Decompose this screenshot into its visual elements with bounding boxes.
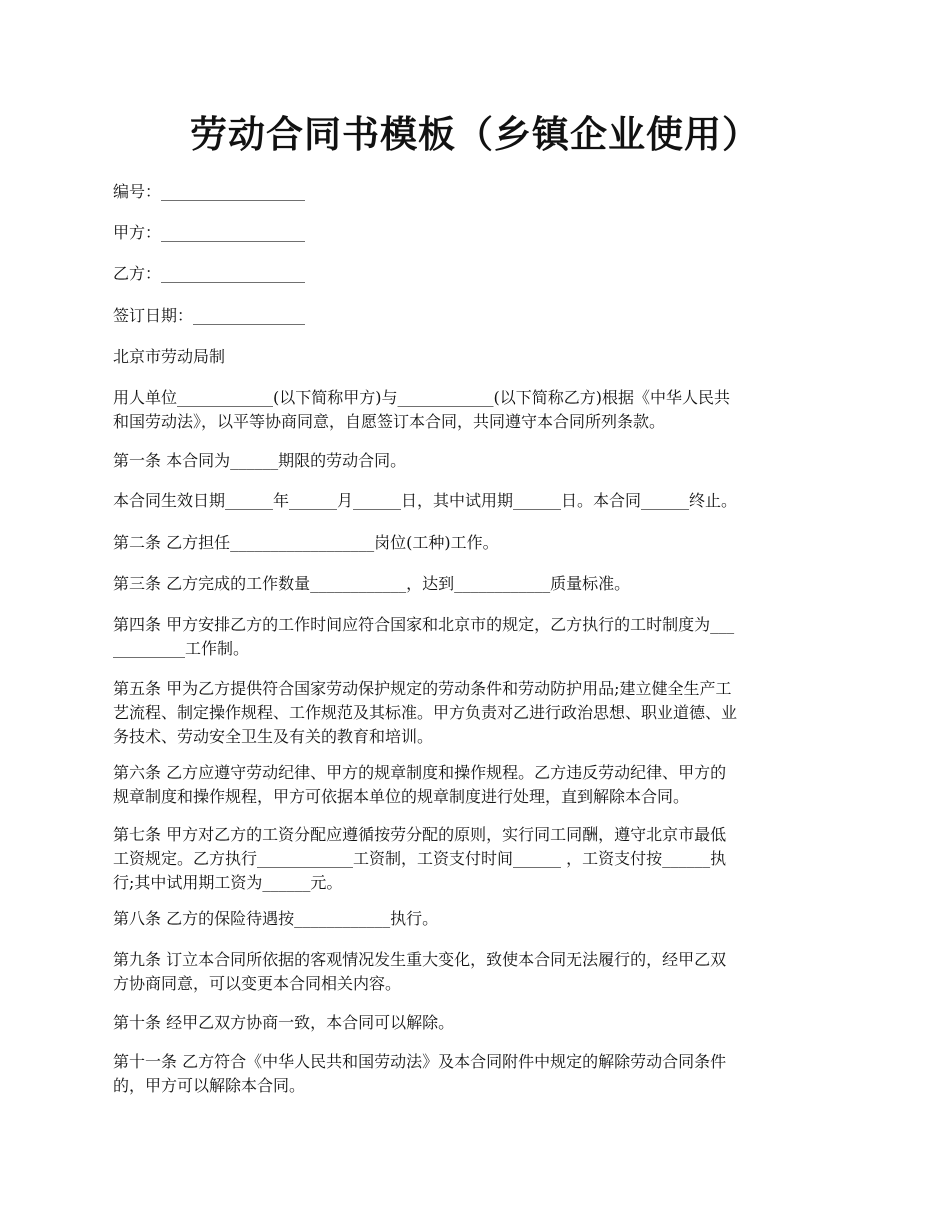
- article-line: 工资规定。乙方执行____________工资制，工资支付时间______ ，工资支付按______执: [113, 849, 727, 868]
- article-line: 第十一条 乙方符合《中华人民共和国劳动法》及本合同附件中规定的解除劳动合同条件: [113, 1052, 727, 1071]
- preamble-line: 用人单位____________(以下简称甲方)与____________(以下简称乙方)根据《中华人民共: [113, 388, 730, 407]
- article-line: 务技术、劳动安全卫生及有关的教育和培训。: [113, 727, 434, 746]
- issuer-text: 北京市劳动局制: [113, 347, 226, 366]
- article-8: [113, 907, 839, 931]
- article-line: 第八条 乙方的保险待遇按____________执行。: [113, 909, 439, 928]
- article-line: 第五条 甲为乙方提供符合国家劳动保护规定的劳动条件和劳动防护用品;建立健全生产工: [113, 679, 732, 698]
- article-line: 第六条 乙方应遵守劳动纪律、甲方的规章制度和操作规程。乙方违反劳动纪律、甲方的: [113, 763, 727, 782]
- article-1: [113, 449, 839, 473]
- article-7: [113, 823, 839, 895]
- signing-date-field: 签订日期：______________: [113, 306, 306, 325]
- article-6: [113, 761, 839, 809]
- article-line: 第九条 订立本合同所依据的客观情况发生重大变化，致使本合同无法履行的，经甲乙双: [113, 950, 727, 969]
- article-line: 方协商同意，可以变更本合同相关内容。: [113, 974, 402, 993]
- article-line: 本合同生效日期______年______月______日，其中试用期______日。本合同______终止。: [113, 491, 738, 510]
- party-b-field: 乙方：__________________: [113, 264, 306, 283]
- article-line: _________工作制。: [113, 639, 250, 658]
- document-title: 劳动合同书模板（乡镇企业使用）: [190, 113, 760, 156]
- article-line: 第七条 甲方对乙方的工资分配应遵循按劳分配的原则，实行同工同酬，遵守北京市最低: [113, 825, 727, 844]
- article-2: [113, 531, 839, 555]
- preamble-paragraph: [113, 386, 839, 434]
- article-line: 的，甲方可以解除本合同。: [113, 1076, 306, 1095]
- article-line: 第三条 乙方完成的工作数量____________，达到____________质量标准。: [113, 574, 631, 593]
- article-9: [113, 948, 839, 996]
- article-4: [113, 613, 839, 661]
- article-3: [113, 572, 839, 596]
- effective-date-clause: [113, 489, 839, 513]
- preamble-line: 和国劳动法》，以平等协商同意，自愿签订本合同，共同遵守本合同所列条款。: [113, 412, 666, 431]
- article-line: 第四条 甲方安排乙方的工作时间应符合国家和北京市的规定，乙方执行的工时制度为___: [113, 615, 735, 634]
- article-5: [113, 677, 839, 749]
- party-a-field: 甲方：__________________: [113, 223, 306, 242]
- article-line: 第二条 乙方担任__________________岗位(工种)工作。: [113, 533, 499, 552]
- article-line: 第一条 本合同为______期限的劳动合同。: [113, 451, 407, 470]
- article-line: 艺流程、制定操作规程、工作规范及其标准。甲方负责对乙进行政治思想、职业道德、业: [113, 703, 738, 722]
- number-field: 编号：__________________: [113, 182, 306, 201]
- article-11: [113, 1050, 839, 1098]
- article-line: 行;其中试用期工资为______元。: [113, 873, 343, 892]
- article-line: 第十条 经甲乙双方协商一致，本合同可以解除。: [113, 1013, 455, 1032]
- article-10: [113, 1011, 839, 1035]
- article-line: 规章制度和操作规程，甲方可依据本单位的规章制度进行处理，直到解除本合同。: [113, 787, 690, 806]
